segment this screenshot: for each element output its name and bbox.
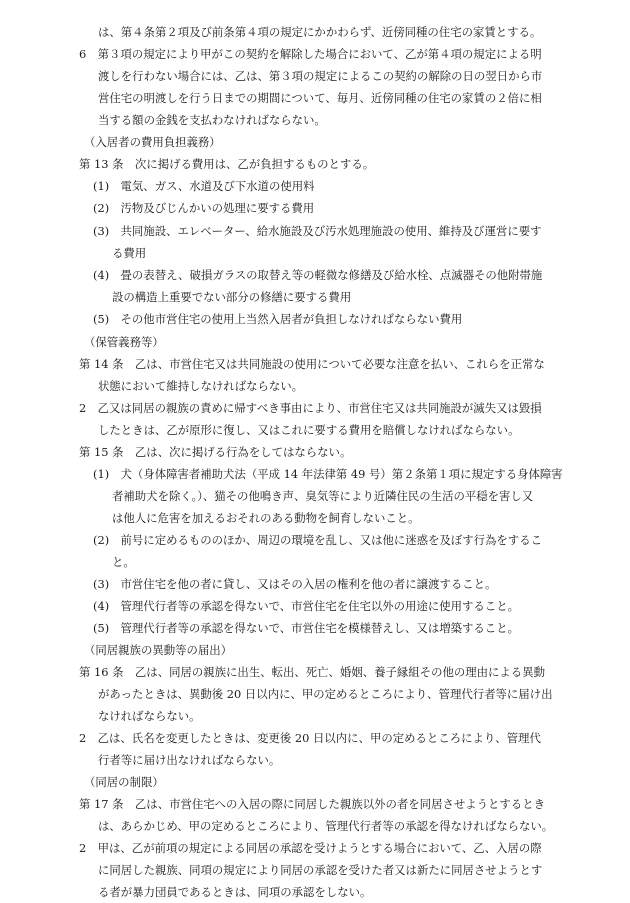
text-line: 2 甲は、乙が前項の規定による同居の承認を受けようとする場合において、乙、入居の際 xyxy=(79,841,542,855)
text-line: と。 xyxy=(112,555,135,569)
list-item: (3) 共同施設、エレベーター、給水施設及び汚水処理施設の使用、維持及び運営に要す xyxy=(93,224,542,238)
list-item: (4) 畳の表替え、破損ガラスの取替え等の軽微な修繕及び給水栓、点滅器その他附帯施 xyxy=(93,268,543,282)
text-line: 行者等に届け出なければならない。 xyxy=(98,753,281,767)
article-line: 第 15 条 乙は、次に掲げる行為をしてはならない。 xyxy=(79,445,352,459)
section-heading: （入居者の費用負担義務） xyxy=(84,135,221,149)
article-line: 第 16 条 乙は、同居の親族に出生、転出、死亡、婚姻、養子縁組その他の理由による異動 xyxy=(79,665,545,679)
article-line: 第 14 条 乙は、市営住宅又は共同施設の使用について必要な注意を払い、これらを正常な xyxy=(79,357,545,371)
article-line: 第 17 条 乙は、市営住宅への入居の際に同居した親族以外の者を同居させようとするとき xyxy=(79,797,545,811)
text-line: 渡しを行わない場合には、乙は、第３項の規定によるこの契約の解除の日の翌日から市 xyxy=(98,69,543,83)
text-line: なければならない。 xyxy=(98,709,201,723)
text-line: 設の構造上重要でない部分の修繕に要する費用 xyxy=(112,290,352,304)
text-line: 者補助犬を除く。）、猫その他鳴き声、臭気等により近隣住民の生活の平穏を害し又 xyxy=(112,489,534,503)
text-line: したときは、乙が原形に復し、又はこれに要する費用を賠償しなければならない。 xyxy=(98,423,520,437)
list-item: (2) 汚物及びじんかいの処理に要する費用 xyxy=(93,201,315,215)
text-line: は、あらかじめ、甲の定めるところにより、管理代行者等の承認を得なければならない。 xyxy=(98,819,554,833)
list-item: (1) 電気、ガス、水道及び下水道の使用料 xyxy=(93,179,315,193)
list-item: (2) 前号に定めるもののほか、周辺の環境を乱し、又は他に迷惑を及ぼす行為をするこ xyxy=(93,533,542,547)
list-item: (3) 市営住宅を他の者に貸し、又はその入居の権利を他の者に譲渡すること。 xyxy=(93,577,497,591)
text-line: は、第４条第２項及び前条第４項の規定にかかわらず、近傍同種の住宅の家賃とする。 xyxy=(98,25,542,39)
text-line: は他人に危害を加えるおそれのある動物を飼育しないこと。 xyxy=(112,511,420,525)
list-item: (5) 管理代行者等の承認を得ないで、市営住宅を模様替えし、又は増築すること。 xyxy=(93,621,519,635)
section-heading: （同居の制限） xyxy=(84,775,164,789)
section-heading: （同居親族の異動等の届出） xyxy=(84,643,233,657)
text-line: 当する額の金銭を支払わなければならない。 xyxy=(98,113,326,127)
text-line: に同居した親族、同項の規定により同居の承認を受けた者又は新たに同居させようとす xyxy=(98,863,543,877)
text-line: る費用 xyxy=(112,246,147,260)
text-line: 営住宅の明渡しを行う日までの期間について、毎月、近傍同種の住宅の家賃の２倍に相 xyxy=(98,91,542,105)
list-item: (4) 管理代行者等の承認を得ないで、市営住宅を住宅以外の用途に使用すること。 xyxy=(93,599,519,613)
text-line: があったときは、異動後 20 日以内に、甲の定めるところにより、管理代行者等に届け出 xyxy=(98,687,553,701)
text-line: 2 乙は、氏名を変更したときは、変更後 20 日以内に、甲の定めるところにより、管理代 xyxy=(79,731,541,745)
section-heading: （保管義務等） xyxy=(84,335,164,349)
text-line: 状態において維持しなければならない。 xyxy=(98,379,304,393)
article-line: 第 13 条 次に掲げる費用は、乙が負担するものとする。 xyxy=(79,157,375,171)
text-line: 2 乙又は同居の親族の責めに帰すべき事由により、市営住宅又は共同施設が滅失又は毀損 xyxy=(79,401,542,415)
list-item: (5) その他市営住宅の使用上当然入居者が負担しなければならない費用 xyxy=(93,312,463,326)
text-line: 6 第３項の規定により甲がこの契約を解除した場合において、乙が第４項の規定による明 xyxy=(79,47,542,61)
list-item: (1) 犬（身体障害者補助犬法（平成 14 年法律第 49 号）第２条第１項に規定する身体障害 xyxy=(93,467,563,481)
text-line: る者が暴力団員であるときは、同項の承認をしない。 xyxy=(98,885,372,899)
